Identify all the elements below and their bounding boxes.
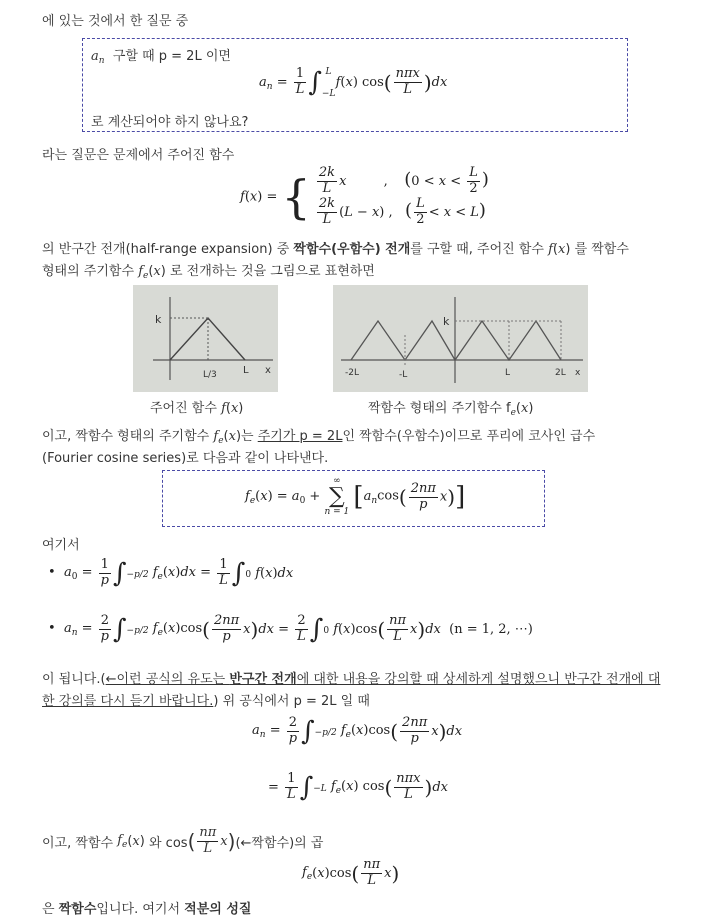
fig1-label-k: k xyxy=(155,313,162,326)
text-line-4: 형태의 주기함수 $f_e(x)$ 로 전개하는 것을 그림으로 표현하면 xyxy=(42,264,375,281)
fourier-series-box: $f_e(x) = a_0$ + ∞ ∑ n = 1 [$a_n\cos$( $\frac{2n\pi}{p}$ x)] xyxy=(162,470,545,527)
text-line-11: 은 짝함수입니다. 여기서 적분의 성질 xyxy=(42,902,252,917)
fig2-label-negL: -L xyxy=(399,370,408,380)
fig2-label-neg2L: -2L xyxy=(345,368,359,378)
fig2-label-L: L xyxy=(505,368,511,378)
text-line-2: 라는 질문은 문제에서 주어진 함수 xyxy=(42,148,235,163)
box1-formula: $a_n$ = $\frac{1}{L}$ $\int_{-L}^L$ f(x) cos( $\frac{\text{nπx}}{L}$ )dx xyxy=(259,66,448,99)
formula-an: • $a_n$ = $\frac{2}{p}$ ∫−p/2 $f_e(x)\cos$( $\frac{2n\pi}{p}$ x)dx = $\frac{2}{L}$ ∫0 f(x)cos( $\frac{n\pi}{L}$ x)dx (n = 1, 2, ⋯) xyxy=(48,613,533,645)
fig1-label-L3: L/3 xyxy=(203,370,217,380)
fig1-label-L: L xyxy=(243,365,249,376)
formula-product: $f_e(x)\cos$( $\frac{n\pi}{L}$ x) xyxy=(302,857,400,888)
figure-given-function xyxy=(133,285,278,392)
caption-2: 짝함수 형태의 주기함수 $f_e(x)$ xyxy=(368,401,534,418)
caption-1: 주어진 함수 f(x) xyxy=(150,401,244,416)
fig2-label-x: x xyxy=(575,368,581,378)
text-line-9: 한 강의를 다시 듣기 바랍니다.) 위 공식에서 p = 2L 일 때 xyxy=(42,694,370,709)
text-line-1: 에 있는 것에서 한 질문 중 xyxy=(42,14,189,29)
text-line-10: 이고, 짝함수 $f_e(x)$ 와 cos( $\frac{n\pi}{L}$ x)(←짝함수)의 곱 xyxy=(42,825,324,856)
box1-line-a: $a_n$ 구할 때 p = 2L 이면 xyxy=(91,49,231,66)
text-line-8: 이 됩니다.(←이런 공식의 유도는 반구간 전개에 대한 내용을 강의할 때 상세하게 설명했으니 반구간 전개에 대 xyxy=(42,672,661,687)
question-box xyxy=(82,38,628,132)
formula-an-p2L: $a_n$ = $\frac{2}{p}$ ∫−p/2 $f_e(x)\cos$( $\frac{2n\pi}{p}$ x)dx xyxy=(252,715,463,747)
fig1-label-x: x xyxy=(265,365,271,376)
piecewise-function: f(x) = { $\frac{2k}{L}$ x , (0 < x < $\frac{L}{2}$ ) $\frac{2k}{L}$ (L − x) , ( $\frac{L}{2}$ < x < L) xyxy=(240,165,489,227)
fig2-label-2L: 2L xyxy=(555,368,566,378)
text-line-5: 이고, 짝함수 형태의 주기함수 $f_e(x)$는 주기가 p = 2L인 짝함수(우함수)이므로 푸리에 코사인 급수 xyxy=(42,429,596,446)
fig2-label-k: k xyxy=(443,315,450,328)
text-line-7: 여기서 xyxy=(42,538,80,553)
text-line-3: 의 반구간 전개(half-range expansion) 중 짝함수(우함수) 전개를 구할 때, 주어진 함수 f(x) 를 짝함수 xyxy=(42,242,629,257)
formula-an-L: = $\frac{1}{L}$ ∫−L $f_e(x)$ cos( $\frac{\text{nπx}}{L}$ )dx xyxy=(268,771,448,803)
formula-a0: • $a_0$ = $\frac{1}{p}$ ∫−p/2 $f_e(x)dx$ = $\frac{1}{L}$ ∫0 f(x)dx xyxy=(48,557,294,589)
text-line-6: (Fourier cosine series)로 다음과 같이 나타낸다. xyxy=(42,451,329,466)
box1-line-b: 로 계산되어야 하지 않나요? xyxy=(91,115,249,130)
figure-even-periodic xyxy=(333,285,588,392)
